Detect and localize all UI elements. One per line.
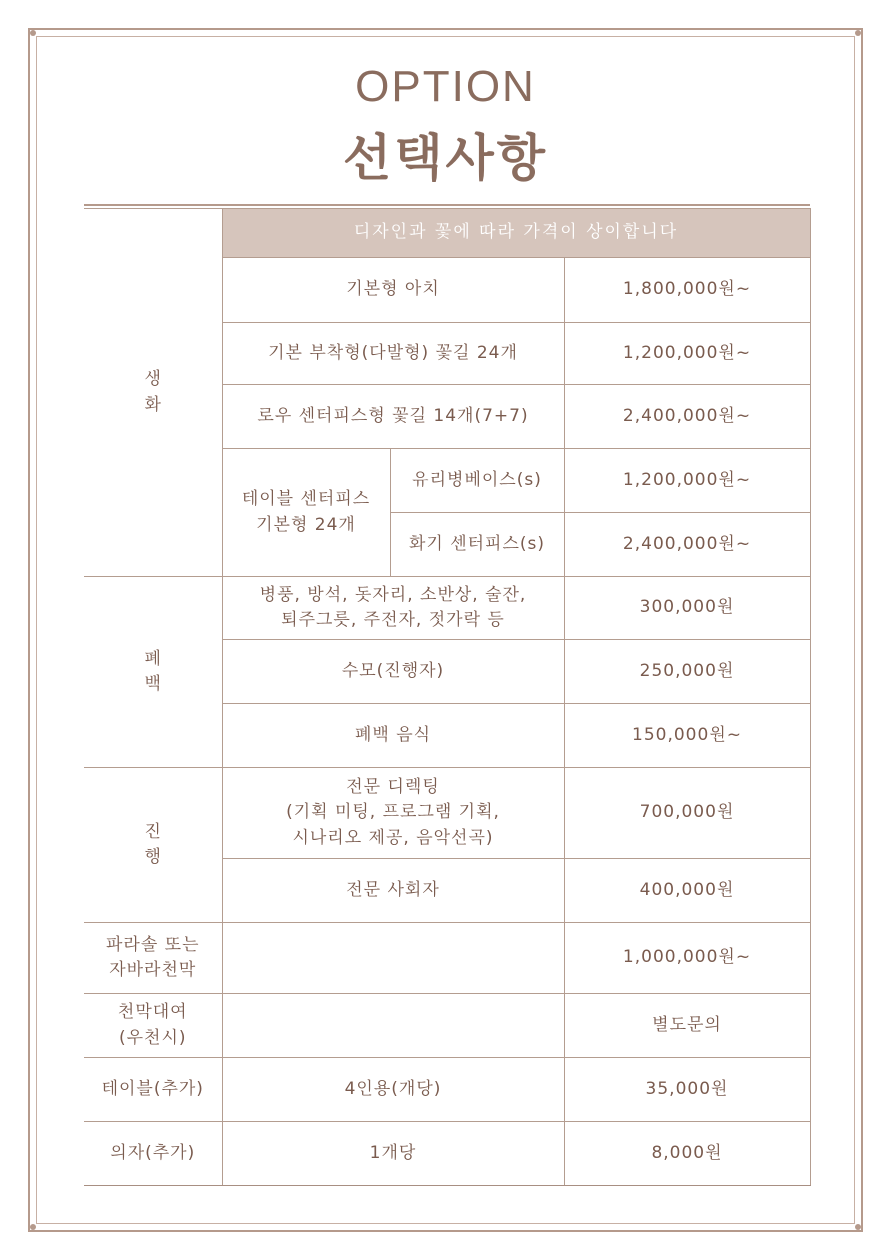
title-korean: 선택사항 (342, 129, 549, 187)
item-price: 1,200,000원~ (564, 449, 810, 513)
option-table (84, 208, 811, 1186)
item-name (222, 768, 564, 859)
item-name: 4인용(개당) (222, 1058, 564, 1122)
price-notice: 디자인과 꽃에 따라 가격이 상이합니다 (222, 209, 810, 258)
item-name (222, 994, 564, 1058)
item-name (222, 577, 564, 640)
item-name: 1개당 (222, 1122, 564, 1186)
item-line: 병풍, 방석, 돗자리, 소반상, 술잔, (259, 584, 527, 605)
item-price: 별도문의 (564, 994, 810, 1058)
item-price: 400,000원 (564, 859, 810, 923)
item-name (222, 923, 564, 994)
item-price: 700,000원 (564, 768, 810, 859)
item-price: 150,000원~ (564, 704, 810, 768)
corner-ornament (30, 30, 36, 36)
table-row (84, 1122, 810, 1186)
category-tent (84, 994, 222, 1058)
corner-ornament (855, 1224, 861, 1230)
table-centerpiece-label (222, 449, 390, 577)
category-table-add: 테이블(추가) (84, 1058, 222, 1122)
item-name: 유리병베이스(s) (390, 449, 564, 513)
item-price: 8,000원 (564, 1122, 810, 1186)
category-pyebaek: 폐 백 (84, 577, 222, 768)
item-name: 로우 센터피스형 꽃길 14개(7+7) (222, 385, 564, 449)
item-price: 250,000원 (564, 640, 810, 704)
category-chair-add: 의자(추가) (84, 1122, 222, 1186)
title-english: OPTION (355, 62, 536, 111)
label-line: 기본형 24개 (256, 514, 356, 535)
table-row (84, 577, 810, 640)
label-line: 자바라천막 (109, 960, 197, 980)
item-line: 시나리오 제공, 음악선곡) (292, 827, 494, 848)
category-flower: 생 화 (84, 209, 222, 577)
label-line: 천막대여 (117, 1002, 188, 1022)
item-name: 기본형 아치 (222, 258, 564, 323)
item-price: 2,400,000원~ (564, 513, 810, 577)
label-line: 테이블 센터피스 (241, 489, 371, 509)
item-name: 기본 부착형(다발형) 꽃길 24개 (222, 323, 564, 385)
item-line: (기획 미팅, 프로그램 기획, (286, 802, 500, 823)
item-price: 1,000,000원~ (564, 923, 810, 994)
item-price: 35,000원 (564, 1058, 810, 1122)
item-name: 폐백 음식 (222, 704, 564, 768)
corner-ornament (30, 1224, 36, 1230)
table-row (84, 994, 810, 1058)
item-line: 전문 디렉팅 (346, 776, 440, 797)
item-price: 2,400,000원~ (564, 385, 810, 449)
item-name: 수모(진행자) (222, 640, 564, 704)
item-price: 1,800,000원~ (564, 258, 810, 323)
item-name: 화기 센터피스(s) (390, 513, 564, 577)
item-price: 1,200,000원~ (564, 323, 810, 385)
table-row (84, 1058, 810, 1122)
table-row (84, 923, 810, 994)
item-name: 전문 사회자 (222, 859, 564, 923)
corner-ornament (855, 30, 861, 36)
item-price: 300,000원 (564, 577, 810, 640)
label-line: 파라솔 또는 (105, 934, 200, 955)
label-line: (우천시) (118, 1027, 187, 1048)
item-line: 퇴주그릇, 주전자, 젓가락 등 (281, 610, 505, 630)
table-top-rule (84, 204, 810, 206)
category-parasol (84, 923, 222, 994)
table-row (84, 209, 810, 258)
category-progress: 진 행 (84, 768, 222, 923)
table-row (84, 768, 810, 859)
